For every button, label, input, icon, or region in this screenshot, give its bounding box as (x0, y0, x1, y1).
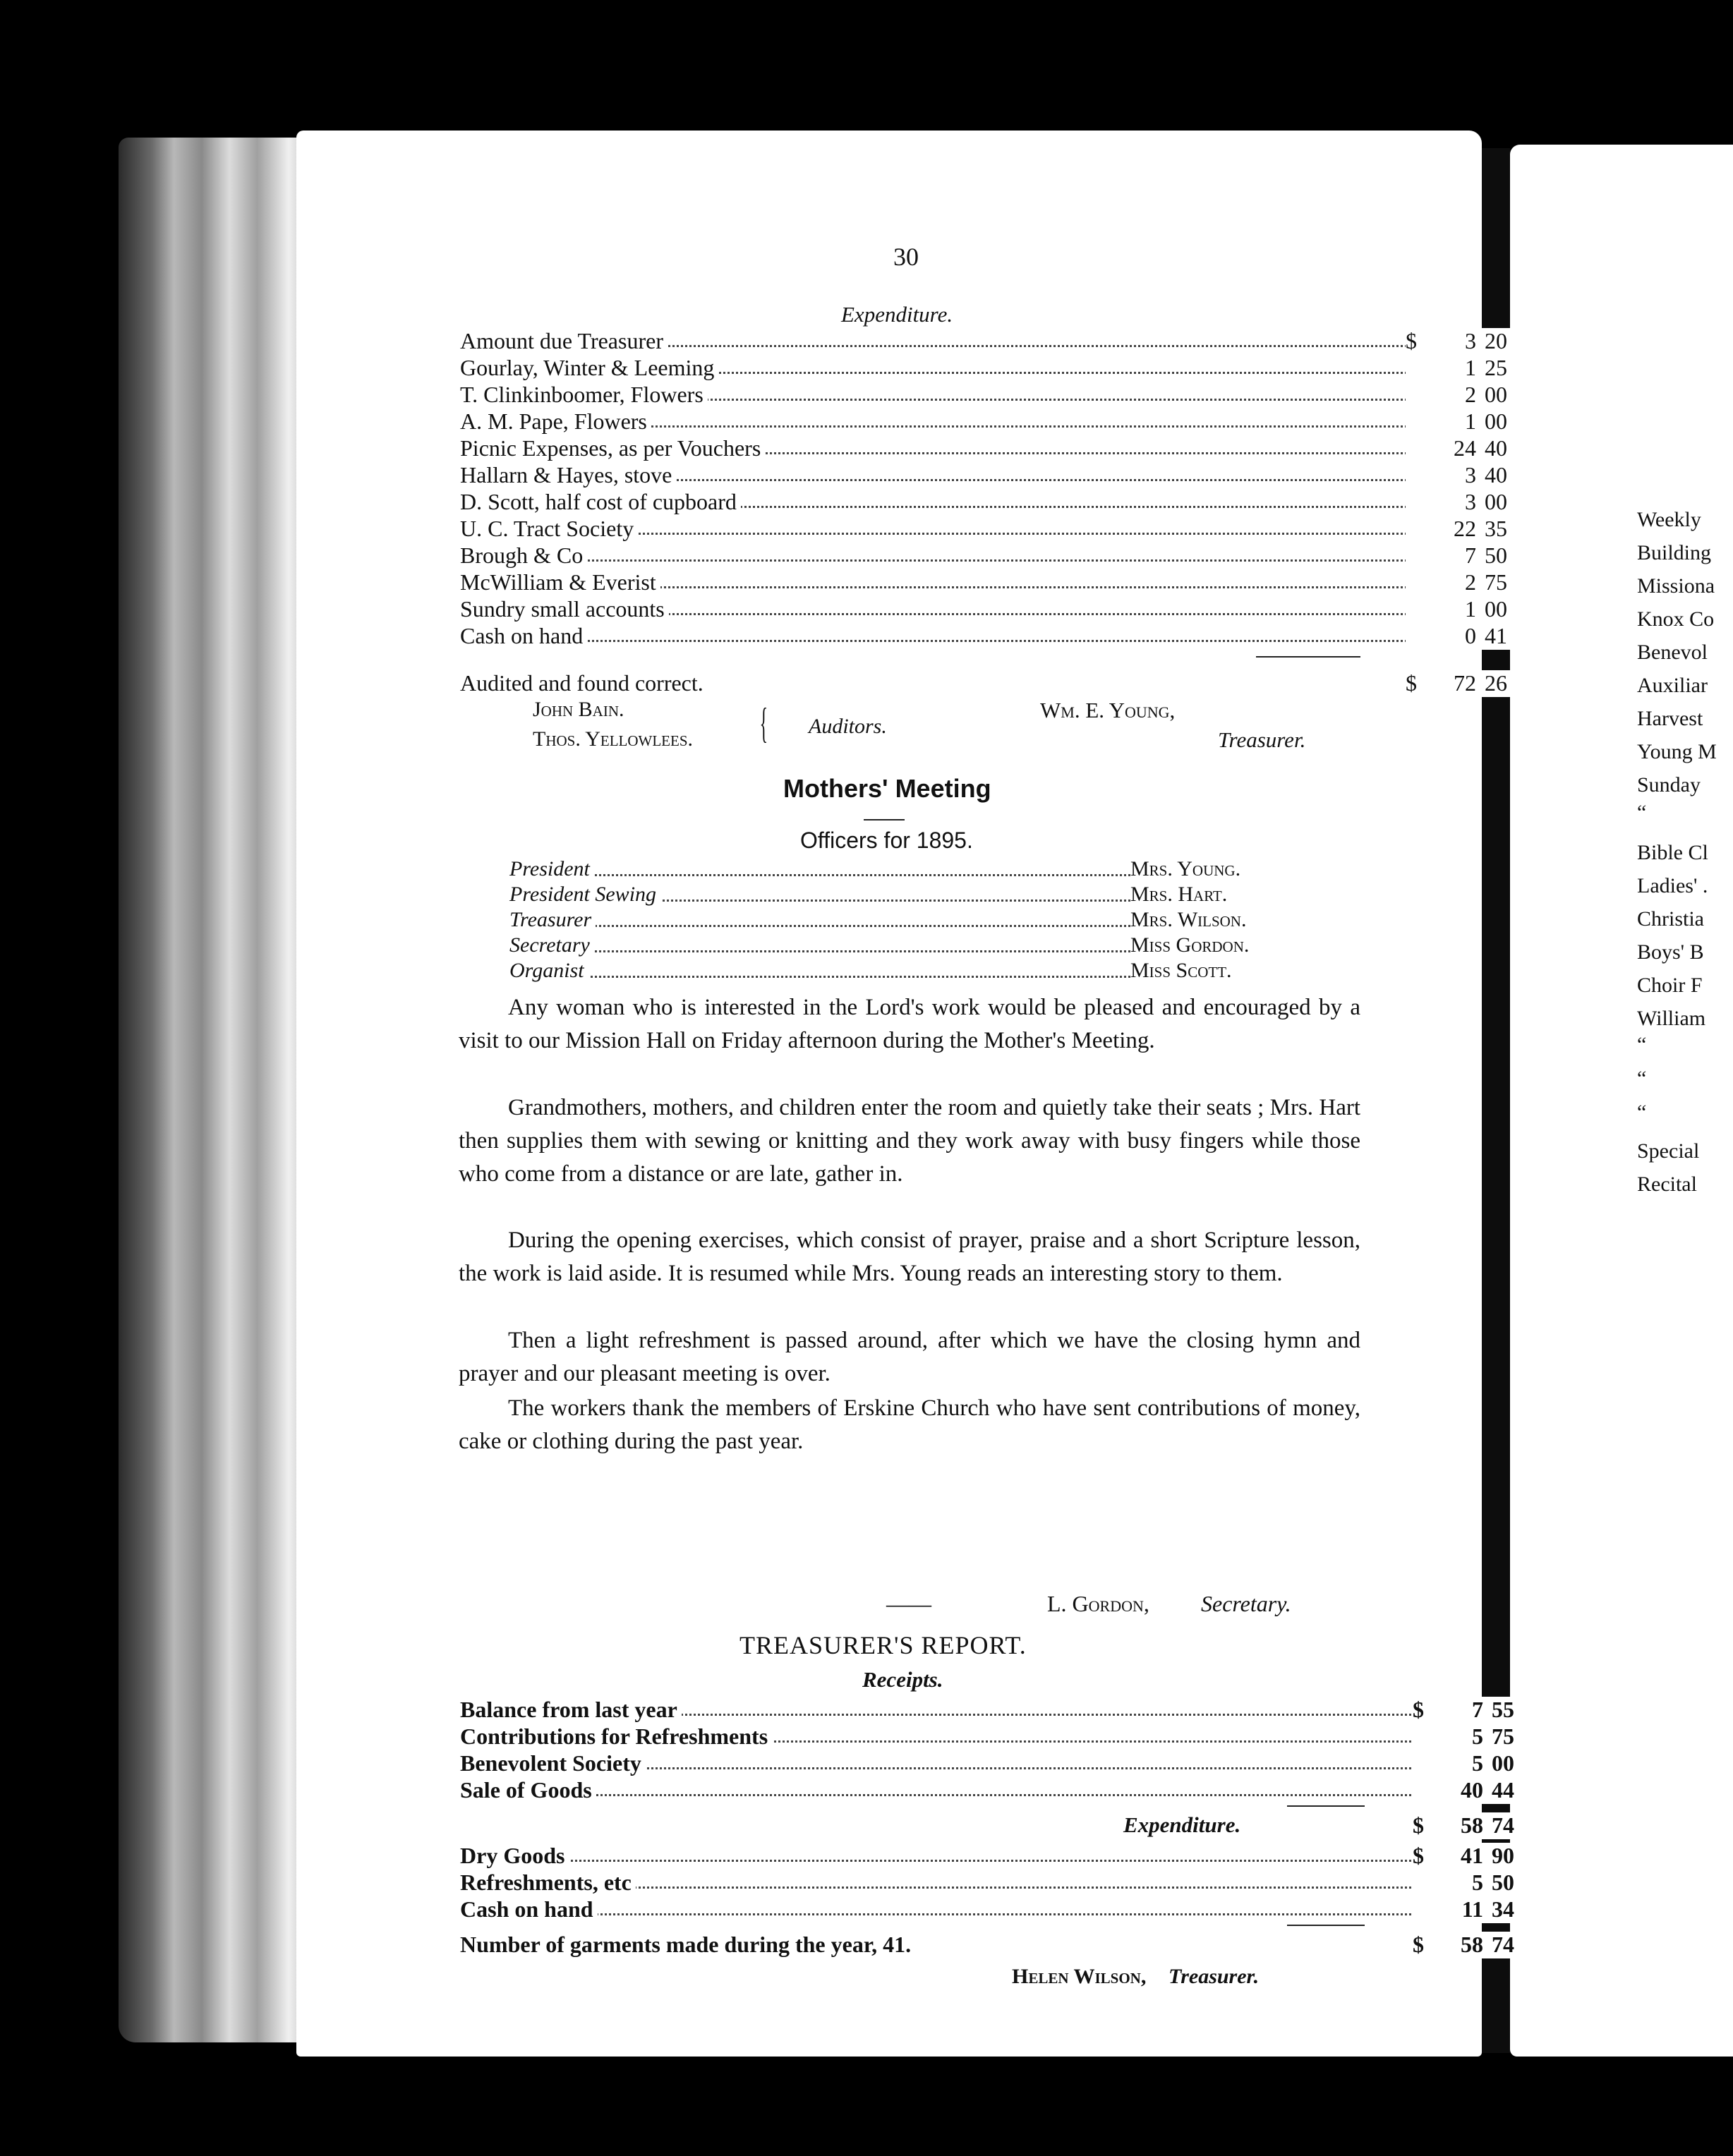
facing-page-line: Weekly (1637, 508, 1701, 531)
row-cents: 20 (1485, 328, 1507, 353)
officer-name: Mrs. Young. (1130, 857, 1241, 880)
secretary-title: Secretary. (1201, 1591, 1291, 1616)
row-whole: 40 (1461, 1777, 1483, 1803)
facing-page-line: “ (1637, 1033, 1647, 1056)
row-amount (1413, 1750, 1526, 1777)
row-label: McWilliam & Everist (460, 569, 660, 595)
row-amount (1406, 435, 1518, 462)
row-whole: 2 (1465, 382, 1476, 407)
row-label: Sundry small accounts (460, 596, 669, 622)
ledger-row (460, 408, 1518, 435)
facing-page-line: “ (1637, 1067, 1647, 1090)
row-cents: 50 (1485, 543, 1507, 568)
officer-name: Mrs. Wilson. (1130, 908, 1247, 931)
total-cents: 74 (1492, 1932, 1514, 1957)
treasurer-name: Wm. E. Young, (1040, 698, 1176, 722)
officer-role: Treasurer (509, 908, 596, 932)
facing-page-line: Auxiliar (1637, 674, 1708, 697)
row-amount (1413, 1777, 1526, 1804)
officer-row (509, 933, 1307, 959)
leader-dots (509, 950, 1130, 952)
facing-page-line: Young M (1637, 740, 1717, 763)
facing-page-line: “ (1637, 1101, 1647, 1124)
row-whole: 5 (1472, 1870, 1483, 1895)
row-cents: 41 (1485, 623, 1507, 648)
facing-page-line: Knox Co (1637, 607, 1715, 631)
row-whole: 3 (1465, 489, 1476, 514)
row-amount (1406, 408, 1518, 435)
row-cents: 44 (1492, 1777, 1514, 1803)
document-page (296, 131, 1514, 2057)
row-label: Balance from last year (460, 1697, 682, 1723)
total-cents: 74 (1492, 1812, 1514, 1838)
total-dollar: $ (1413, 1812, 1424, 1838)
row-label: Picnic Expenses, as per Vouchers (460, 435, 765, 461)
row-cents: 40 (1485, 462, 1507, 487)
total-dollar: $ (1406, 670, 1417, 696)
page-number: 30 (893, 243, 919, 271)
ledger-row (460, 462, 1518, 489)
row-cents: 25 (1485, 355, 1507, 380)
paragraph: During the opening exercises, which consist of prayer, praise and a short Scripture lesson, the work is laid aside. It is resumed while Mrs. Young reads an interesting story to them. (459, 1228, 1360, 1286)
officers-heading: Officers for 1895. (800, 828, 973, 853)
expenditure-total-row-2 (460, 1932, 1526, 1958)
row-amount (1413, 1870, 1526, 1896)
leader-dots (460, 559, 1518, 562)
officer-role: President (509, 857, 594, 881)
receipts-rule (1287, 1805, 1365, 1807)
row-cents: 00 (1485, 408, 1507, 434)
receipts-heading: Receipts. (862, 1667, 943, 1692)
row-amount (1406, 516, 1518, 543)
ledger-row (460, 1896, 1526, 1923)
officer-name: Miss Gordon. (1130, 933, 1250, 957)
paragraph: Then a light refreshment is passed around, after which we have the closing hymn and prayer and our pleasant meeting is over. (459, 1328, 1360, 1386)
row-label: Amount due Treasurer (460, 328, 668, 354)
ledger-row (460, 1697, 1526, 1724)
total-whole: 58 (1461, 1932, 1483, 1957)
row-amount (1406, 382, 1518, 408)
row-label: Dry Goods (460, 1843, 569, 1869)
row-dollar: $ (1406, 328, 1417, 353)
row-label: T. Clinkinboomer, Flowers (460, 382, 708, 408)
report-title: TREASURER'S REPORT. (739, 1631, 1027, 1659)
row-label: Cash on hand (460, 1896, 598, 1922)
row-amount (1406, 489, 1518, 516)
row-amount (1413, 1896, 1526, 1923)
row-dollar: $ (1413, 1697, 1424, 1722)
signature-dash: —— (886, 1591, 931, 1616)
row-whole: 1 (1465, 408, 1476, 434)
row-label: D. Scott, half cost of cupboard (460, 489, 741, 515)
row-amount (1413, 1697, 1526, 1724)
expenditure-rule (1287, 1925, 1365, 1926)
officer-name: Miss Scott. (1130, 959, 1232, 982)
row-amount (1406, 623, 1518, 650)
facing-page (1510, 145, 1733, 2057)
row-whole: 7 (1465, 543, 1476, 568)
facing-page-line: Choir F (1637, 974, 1703, 997)
audited-note: Audited and found correct. (460, 670, 704, 696)
row-whole: 3 (1465, 328, 1476, 353)
row-cents: 75 (1485, 569, 1507, 595)
row-amount (1406, 328, 1518, 355)
section-title: Mothers' Meeting (783, 774, 991, 803)
row-whole: 24 (1454, 435, 1476, 461)
book-page-edges (119, 138, 303, 2042)
row-label: Brough & Co (460, 543, 587, 569)
officers-list (509, 857, 1307, 984)
row-whole: 3 (1465, 462, 1476, 487)
leader-dots (509, 925, 1130, 927)
row-label: A. M. Pape, Flowers (460, 408, 651, 435)
row-whole: 7 (1472, 1697, 1483, 1722)
row-whole: 22 (1454, 516, 1476, 541)
row-label: Hallarn & Hayes, stove (460, 462, 676, 488)
officer-row (509, 959, 1307, 984)
officer-role: President Sewing (509, 883, 660, 907)
title-rule (864, 819, 905, 820)
row-label: U. C. Tract Society (460, 516, 638, 542)
row-amount (1406, 596, 1518, 623)
report-treasurer-title: Treasurer. (1169, 1965, 1260, 1988)
receipts-ledger (460, 1697, 1526, 1804)
facing-page-line: Sunday (1637, 773, 1701, 797)
facing-page-line: Ladies' . (1637, 874, 1708, 897)
ledger-row (460, 489, 1518, 516)
row-amount (1406, 569, 1518, 596)
row-amount (1413, 1724, 1526, 1750)
row-dollar: $ (1413, 1843, 1424, 1868)
facing-page-line: Harvest (1637, 707, 1703, 730)
facing-page-line: Special (1637, 1139, 1700, 1163)
auditors-label: Auditors. (809, 715, 887, 738)
row-label: Cash on hand (460, 623, 587, 649)
leader-dots (460, 640, 1518, 642)
row-cents: 55 (1492, 1697, 1514, 1722)
expenditure-heading-2: Expenditure. (1123, 1812, 1245, 1838)
row-amount (1406, 462, 1518, 489)
officer-row (509, 908, 1307, 933)
row-cents: 00 (1485, 382, 1507, 407)
row-cents: 00 (1485, 489, 1507, 514)
total-whole: 72 (1454, 670, 1476, 696)
leader-dots (509, 874, 1130, 876)
officer-name: Mrs. Hart. (1130, 883, 1228, 906)
row-label: Sale of Goods (460, 1777, 596, 1803)
treasurer-title: Treasurer. (1218, 727, 1306, 752)
row-whole: 5 (1472, 1724, 1483, 1749)
row-whole: 1 (1465, 355, 1476, 380)
ledger-row (460, 1870, 1526, 1896)
row-label: Refreshments, etc (460, 1870, 636, 1896)
ledger-row (460, 543, 1518, 569)
paragraph: The workers thank the members of Erskine Church who have sent contributions of money, cake or clothing during the past year. (459, 1395, 1360, 1454)
total-rule (1256, 656, 1360, 658)
ledger-row (460, 435, 1518, 462)
leader-dots (460, 1913, 1526, 1915)
row-whole: 0 (1465, 623, 1476, 648)
officer-role: Organist (509, 959, 588, 983)
row-cents: 90 (1492, 1843, 1514, 1868)
ledger-row (460, 1777, 1526, 1804)
facing-page-line: “ (1637, 801, 1647, 824)
receipts-total-row (460, 1812, 1526, 1839)
row-amount (1406, 355, 1518, 382)
row-cents: 35 (1485, 516, 1507, 541)
facing-page-line: Bible Cl (1637, 841, 1708, 864)
ledger-row (460, 623, 1518, 650)
facing-page-line: Christia (1637, 907, 1704, 931)
total-whole: 58 (1461, 1812, 1483, 1838)
row-cents: 75 (1492, 1724, 1514, 1749)
officer-row (509, 883, 1307, 908)
ledger-row (460, 1843, 1526, 1870)
paragraph: Grandmothers, mothers, and children enter the room and quietly take their seats ; Mrs. Hart then supplies them with sewing or knitting and they work away with busy fingers while those who come from a distance or are late, gather in. (459, 1095, 1360, 1187)
garments-note: Number of garments made during the year, 41. (460, 1932, 915, 1958)
row-whole: 41 (1461, 1843, 1483, 1868)
facing-page-line: Benevol (1637, 641, 1708, 664)
row-whole: 5 (1472, 1750, 1483, 1776)
row-whole: 11 (1461, 1896, 1483, 1922)
row-cents: 00 (1492, 1750, 1514, 1776)
ledger-row (460, 569, 1518, 596)
ledger-row (460, 328, 1518, 355)
leader-dots (460, 1794, 1526, 1796)
leader-dots (460, 1860, 1526, 1862)
expenditure-ledger-2 (460, 1843, 1526, 1923)
ledger-row (460, 382, 1518, 408)
ledger-row (460, 355, 1518, 382)
row-label: Benevolent Society (460, 1750, 646, 1776)
row-cents: 40 (1485, 435, 1507, 461)
secretary-name: L. Gordon, (1047, 1591, 1149, 1616)
facing-page-line: Building (1637, 541, 1712, 564)
total-cents: 26 (1485, 670, 1507, 696)
report-treasurer-name: Helen Wilson, (1012, 1965, 1147, 1988)
leader-dots (509, 976, 1130, 978)
auditors-brace: { (759, 700, 768, 746)
row-label: Contributions for Refreshments (460, 1724, 772, 1750)
row-cents: 50 (1492, 1870, 1514, 1895)
expenditure-total-row (460, 670, 1518, 697)
facing-page-line: Boys' B (1637, 940, 1704, 964)
row-label: Gourlay, Winter & Leeming (460, 355, 718, 381)
total-dollar: $ (1413, 1932, 1424, 1957)
auditor-name: John Bain. (533, 698, 624, 721)
row-cents: 00 (1485, 596, 1507, 622)
officer-role: Secretary (509, 933, 594, 957)
ledger-row (460, 1750, 1526, 1777)
expenditure-heading: Expenditure. (841, 302, 953, 327)
row-whole: 2 (1465, 569, 1476, 595)
paragraph: Any woman who is interested in the Lord's work would be pleased and encouraged by a visit to our Mission Hall on Friday afternoon during the Mother's Meeting. (459, 995, 1360, 1053)
ledger-row (460, 1724, 1526, 1750)
expenditure-ledger (460, 328, 1518, 650)
row-amount (1413, 1843, 1526, 1870)
ledger-row (460, 516, 1518, 543)
auditor-name: Thos. Yellowlees. (533, 727, 694, 751)
officer-row (509, 857, 1307, 883)
row-cents: 34 (1492, 1896, 1514, 1922)
ledger-row (460, 596, 1518, 623)
facing-page-line: Missiona (1637, 574, 1715, 598)
facing-page-line: William (1637, 1007, 1706, 1030)
facing-page-line: Recital (1637, 1173, 1697, 1196)
row-whole: 1 (1465, 596, 1476, 622)
row-amount (1406, 543, 1518, 569)
